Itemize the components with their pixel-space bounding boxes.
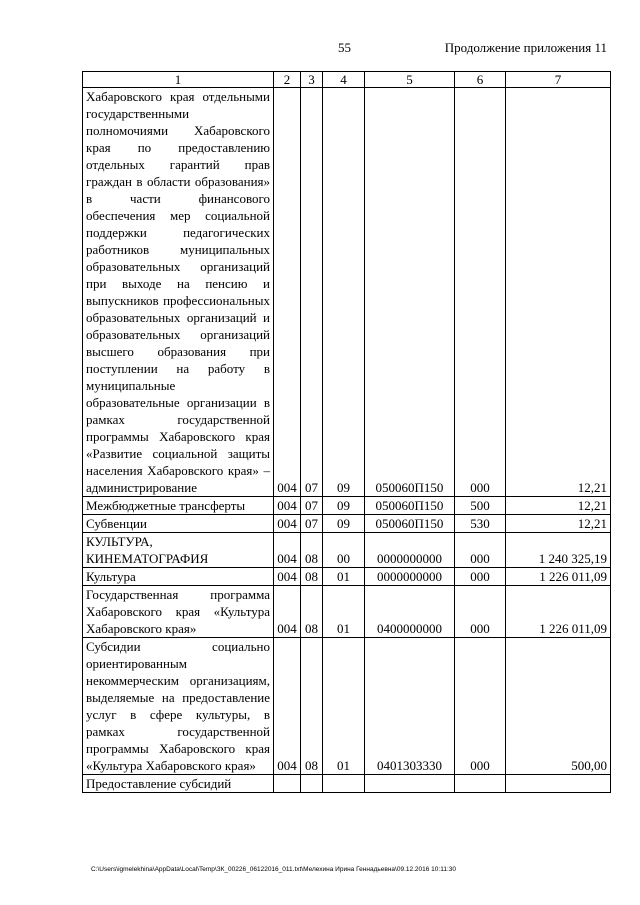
- row-name: Хабаровского края отдельными государственными полномочиями Хабаровского края по предоставлению отдельных гарантий прав граждан в области образования» в части финансового обеспечения мер социальной поддержки педагогических работников муниципальных образовательных организаций при выходе на пенсию и выпускников профессиональных образовательных организаций и образовательных организаций высшего образования при поступлении на работу в муниципальные образовательные организации в рамках государственной программы Хабаровского края «Развитие социальной защиты населения Хабаровского края» – администрирование: [83, 88, 274, 497]
- row-name: Субвенции: [83, 515, 274, 533]
- cell-c4: 09: [323, 88, 365, 497]
- table-row: [83, 586, 611, 638]
- budget-table: [82, 71, 611, 793]
- column-header: 5: [365, 72, 455, 88]
- cell-c4: 09: [323, 497, 365, 515]
- cell-c4: 01: [323, 638, 365, 775]
- cell-amount: 12,21: [506, 88, 611, 497]
- cell-c3: 08: [301, 568, 323, 586]
- cell-c5: 0000000000: [365, 568, 455, 586]
- cell-c5: 050060П150: [365, 515, 455, 533]
- cell-c5: 0401303330: [365, 638, 455, 775]
- column-header: 7: [506, 72, 611, 88]
- column-header: 4: [323, 72, 365, 88]
- row-name: Межбюджетные трансферты: [83, 497, 274, 515]
- cell-amount: 1 240 325,19: [506, 533, 611, 568]
- appendix-title: Продолжение приложения 11: [444, 40, 607, 55]
- row-name: Предоставление субсидий: [83, 775, 274, 793]
- cell-c5: 0000000000: [365, 533, 455, 568]
- table-row: [83, 515, 611, 533]
- cell-c4: 01: [323, 586, 365, 638]
- cell-c6: 000: [455, 568, 506, 586]
- cell-amount: 12,21: [506, 497, 611, 515]
- cell-c3: 07: [301, 515, 323, 533]
- cell-c5: [365, 775, 455, 793]
- cell-c2: 004: [274, 568, 301, 586]
- cell-c2: 004: [274, 533, 301, 568]
- table-row: [83, 568, 611, 586]
- row-name: Государственная программа Хабаровского края «Культура Хабаровского края»: [83, 586, 274, 638]
- column-header: 6: [455, 72, 506, 88]
- column-header: 2: [274, 72, 301, 88]
- table-row: [83, 775, 611, 793]
- cell-amount: [506, 775, 611, 793]
- cell-c3: 07: [301, 497, 323, 515]
- cell-c6: 000: [455, 533, 506, 568]
- cell-amount: 500,00: [506, 638, 611, 775]
- cell-c5: 050060П150: [365, 497, 455, 515]
- cell-c6: [455, 775, 506, 793]
- cell-c3: 08: [301, 586, 323, 638]
- cell-c3: [301, 775, 323, 793]
- cell-amount: 1 226 011,09: [506, 568, 611, 586]
- table-row: [83, 533, 611, 568]
- row-name: Субсидии социально ориентированным некоммерческим организациям, выделяемые на предоставление услуг в сфере культуры, в рамках государственной программы Хабаровского края «Культура Хабаровского края»: [83, 638, 274, 775]
- table-row: [83, 497, 611, 515]
- cell-amount: 1 226 011,09: [506, 586, 611, 638]
- cell-c6: 000: [455, 88, 506, 497]
- cell-c2: [274, 775, 301, 793]
- cell-c4: 09: [323, 515, 365, 533]
- cell-c6: 000: [455, 586, 506, 638]
- cell-amount: 12,21: [506, 515, 611, 533]
- cell-c3: 08: [301, 533, 323, 568]
- cell-c2: 004: [274, 515, 301, 533]
- cell-c2: 004: [274, 497, 301, 515]
- cell-c5: 050060П150: [365, 88, 455, 497]
- cell-c3: 08: [301, 638, 323, 775]
- cell-c6: 500: [455, 497, 506, 515]
- cell-c3: 07: [301, 88, 323, 497]
- row-name: КУЛЬТУРА, КИНЕМАТОГРАФИЯ: [83, 533, 274, 568]
- cell-c6: 530: [455, 515, 506, 533]
- cell-c5: 0400000000: [365, 586, 455, 638]
- table-row: [83, 88, 611, 497]
- column-header: 3: [301, 72, 323, 88]
- cell-c2: 004: [274, 88, 301, 497]
- row-name: Культура: [83, 568, 274, 586]
- cell-c2: 004: [274, 586, 301, 638]
- cell-c4: [323, 775, 365, 793]
- page-number: 55: [338, 40, 351, 55]
- footer-file-path: C:\Users\igmelekhina\AppData\Local\Temp\ЗК_00226_06122016_011.txt\Мелехина Ирина Геннадьевна\09.12.2016 10:11:30: [91, 866, 456, 873]
- cell-c4: 01: [323, 568, 365, 586]
- header-row: [83, 72, 611, 88]
- cell-c4: 00: [323, 533, 365, 568]
- table-row: [83, 638, 611, 775]
- cell-c6: 000: [455, 638, 506, 775]
- cell-c2: 004: [274, 638, 301, 775]
- column-header: 1: [83, 72, 274, 88]
